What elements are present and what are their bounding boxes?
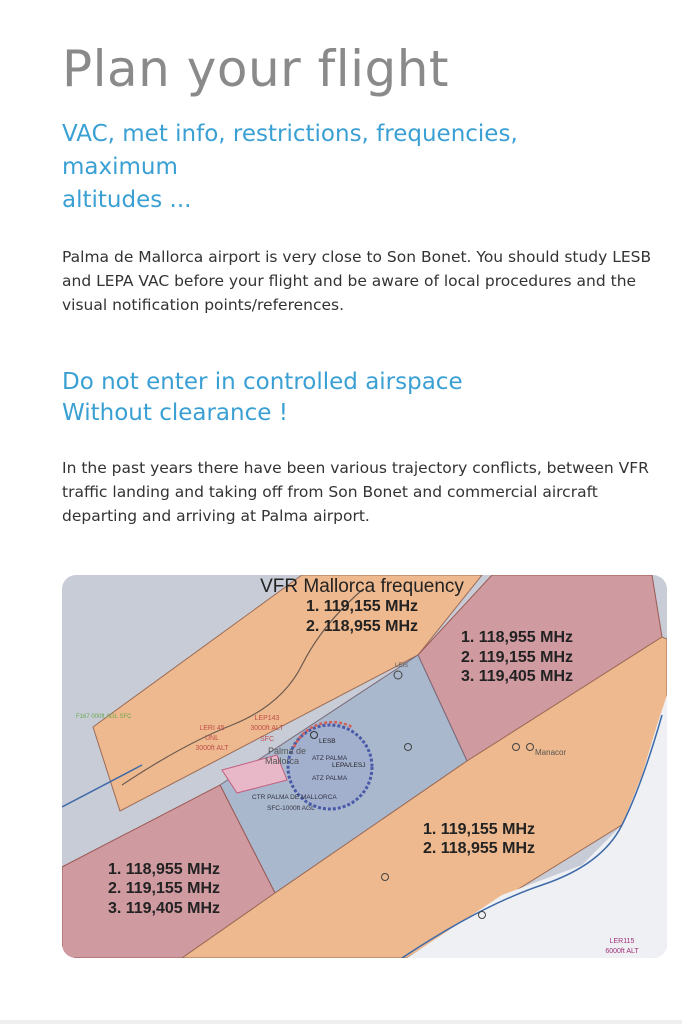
northeast-freq: 2. 119,155 MHz	[460, 649, 574, 666]
southwest-freq: 2. 119,155 MHz	[107, 880, 221, 897]
northeast-freq: 3. 119,405 MHz	[460, 668, 574, 685]
footer-divider	[0, 1020, 682, 1024]
southwest-freq: 3. 119,405 MHz	[107, 900, 221, 917]
northeast-freq: 1. 118,955 MHz	[460, 629, 574, 646]
subtitle-line: Without clearance !	[62, 400, 288, 426]
north-freq: 2. 118,955 MHz	[305, 618, 419, 635]
atz-label: ATZ PALMA	[312, 755, 348, 762]
leis-label: LEIS	[395, 663, 409, 669]
palma-label: Palma de	[268, 746, 307, 756]
palma-label: Mallorca	[265, 756, 300, 766]
ler115-label: 6000ft ALT	[605, 948, 639, 955]
page-title: Plan your flight	[62, 40, 450, 98]
ctr-alt-label: SFC-1000ft AGL	[267, 805, 315, 812]
paragraph-conflicts: In the past years there have been various trajectory conflicts, between VFR traffic landing and taking off from Son Bonet and commercial aircraft departing and arriving at Palma airport.	[62, 459, 649, 525]
lep143-label: 3000ft ALT	[250, 725, 284, 732]
southwest-freq: 1. 118,955 MHz	[107, 861, 221, 878]
airspace-map	[62, 575, 667, 958]
subtitle-line: VAC, met info, restrictions, frequencies,	[62, 121, 518, 147]
atz-label: ATZ PALMA	[312, 775, 348, 782]
f167-label: F167 000ft AGL SFC	[76, 714, 132, 720]
ler145-label: UNL	[204, 735, 220, 742]
lep143-label: LEP143	[254, 715, 280, 722]
ctr-label: CTR PALMA DE MALLORCA	[252, 794, 337, 801]
subtitle-info	[62, 118, 518, 217]
manacor-label: Manacor	[535, 748, 567, 757]
subtitle-line: altitudes ...	[62, 187, 192, 213]
lesb-label: LESB	[319, 738, 336, 745]
ler145-label: LERI 45	[199, 725, 225, 732]
southeast-freq: 2. 118,955 MHz	[422, 840, 536, 857]
subtitle-line: Do not enter in controlled airspace	[62, 369, 463, 395]
lepa-label: LEPA/LESJ	[332, 762, 366, 769]
subtitle-warning	[62, 367, 463, 429]
ler145-label: 3000ft ALT	[195, 745, 229, 752]
lep143-label: SFC	[260, 736, 274, 743]
southeast-freq: 1. 119,155 MHz	[422, 821, 536, 838]
subtitle-line: maximum	[62, 154, 178, 180]
ler115-label: LER115	[609, 938, 635, 945]
paragraph-vac: Palma de Mallorca airport is very close to Son Bonet. You should study LESB and LEPA VAC before your flight and be aware of local procedures and the visual notification points/references.	[62, 248, 652, 314]
north-freq: 1. 119,155 MHz	[305, 598, 419, 615]
map-heading: VFR Mallorca frequency	[260, 576, 464, 597]
